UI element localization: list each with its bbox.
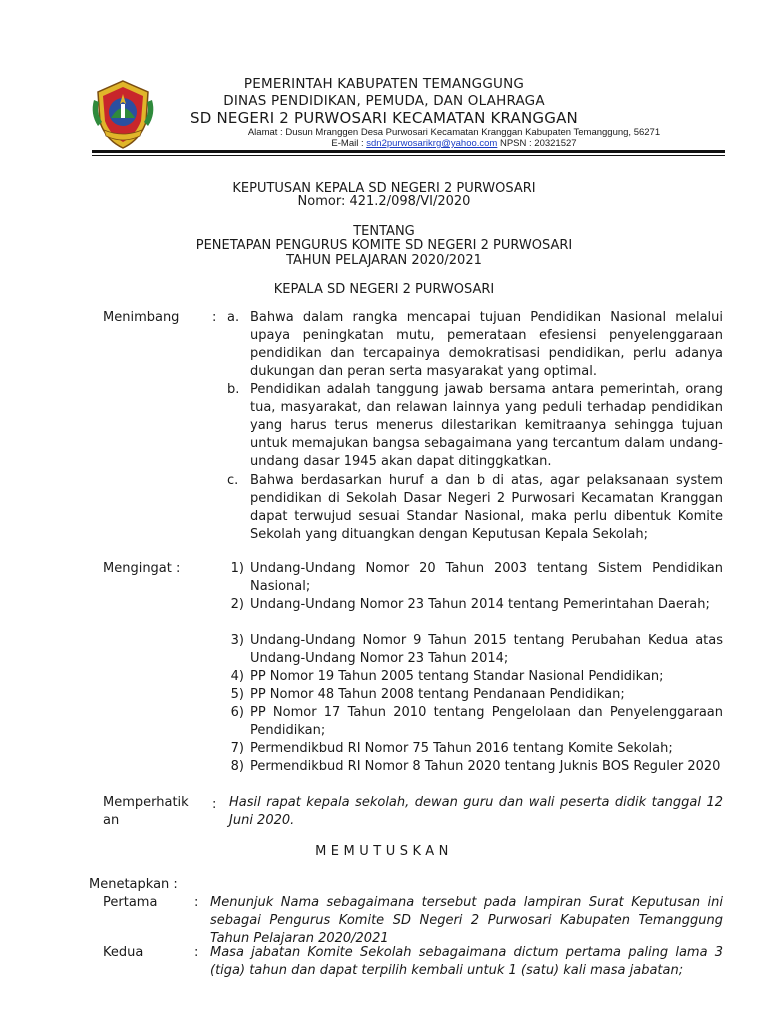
mengingat-item-1: Undang-Undang Nomor 20 Tahun 2003 tentang Sistem Pendidikan Nasional; — [250, 561, 723, 594]
decree-about: TENTANG — [353, 224, 415, 239]
letterhead-government: PEMERINTAH KABUPATEN TEMANGGUNG — [243, 76, 525, 92]
mengingat-marker-2: 2) — [230, 597, 244, 612]
mengingat-marker-6: 6) — [230, 705, 244, 720]
mengingat-item-2: Undang-Undang Nomor 23 Tahun 2014 tentang Pemerintahan Daerah; — [250, 597, 710, 612]
letterhead-agency: DINAS PENDIDIKAN, PEMUDA, DAN OLAHRAGA — [223, 93, 545, 109]
decree-number: Nomor: 421.2/098/VI/2020 — [297, 194, 471, 209]
menimbang-label: Menimbang — [103, 310, 180, 325]
menimbang-colon: : — [212, 310, 217, 325]
mengingat-marker-7: 7) — [230, 741, 244, 756]
kedua-label: Kedua — [103, 945, 144, 960]
mengingat-marker-8: 8) — [230, 759, 244, 774]
letterhead-rule-thin — [92, 155, 725, 156]
npsn: NPSN : 20321527 — [499, 138, 577, 149]
menimbang-item-c: Bahwa berdasarkan huruf a dan b di atas, agar pelaksanaan system pendidikan di Sekolah Dasar Negeri 2 Purwosari Kecamatan Kranggan dapat terwujud sesuai Standar Nasional, maka perlu dibentuk Komite Sekolah yang dituangkan dengan Keputusan Kepala Sekolah; — [250, 473, 723, 542]
letterhead-contact — [70, 138, 768, 149]
menimbang-item-a: Bahwa dalam rangka mencapai tujuan Pendidikan Nasional melalui upaya peningkatan mutu, pemerataan efesiensi penyelenggaraan pendidikan dan tercapainya demokratisasi pendidikan, perlu adanya dukungan dan peran serta masyarakat yang optimal. — [250, 310, 723, 379]
email-label: E-Mail : — [331, 138, 364, 149]
pertama-label: Pertama — [103, 895, 158, 910]
pertama-text: Menunjuk Nama sebagaimana tersebut pada lampiran Surat Keputusan ini sebagai Pengurus Komite SD Negeri 2 Purwosari Kabupaten Temanggung Tahun Pelajaran 2020/2021 — [210, 895, 723, 946]
menimbang-marker-c: c. — [227, 473, 239, 488]
mengingat-item-3: Undang-Undang Nomor 9 Tahun 2015 tentang Perubahan Kedua atas Undang-Undang Nomor 23 Tahun 2014; — [250, 633, 723, 666]
memperhatikan-label-1: Memperhatik — [103, 795, 189, 810]
mengingat-item-6: PP Nomor 17 Tahun 2010 tentang Pengelolaan dan Penyelenggaraan Pendidikan; — [250, 705, 723, 738]
pertama-colon: : — [194, 895, 199, 910]
mengingat-label: Mengingat : — [103, 561, 181, 576]
memutuskan-heading: MEMUTUSKAN — [315, 844, 453, 859]
mengingat-marker-4: 4) — [230, 669, 244, 684]
decree-subject-2: TAHUN PELAJARAN 2020/2021 — [286, 253, 482, 268]
memperhatikan-text: Hasil rapat kepala sekolah, dewan guru dan wali peserta didik tanggal 12 Juni 2020. — [229, 795, 723, 828]
mengingat-item-5: PP Nomor 48 Tahun 2008 tentang Pendanaan Pendidikan; — [250, 687, 625, 702]
decree-subject-1: PENETAPAN PENGURUS KOMITE SD NEGERI 2 PURWOSARI — [195, 238, 573, 253]
kedua-colon: : — [194, 945, 199, 960]
letterhead-rule-thick — [92, 150, 725, 153]
memperhatikan-label-2: an — [103, 813, 120, 828]
email-link[interactable]: sdn2purwosarikrg@yahoo.com — [366, 138, 498, 149]
decree-issuer: KEPALA SD NEGERI 2 PURWOSARI — [273, 282, 495, 297]
memperhatikan-colon: : — [212, 797, 217, 812]
letterhead-school: SD NEGERI 2 PURWOSARI KECAMATAN KRANGGAN — [190, 109, 578, 127]
mengingat-marker-1: 1) — [230, 561, 244, 576]
menetapkan-label: Menetapkan : — [89, 877, 178, 892]
mengingat-item-7: Permendikbud RI Nomor 75 Tahun 2016 tentang Komite Sekolah; — [250, 741, 673, 756]
menimbang-item-b: Pendidikan adalah tanggung jawab bersama antara pemerintah, orang tua, masyarakat, dan relawan lainnya yang peduli terhadap pendidikan yang harus terus menerus dilestarikan kemitraanya sehingga tujuan untuk memajukan bangsa sebagaimana yang tercantum dalam undang-undang dasar 1945 akan dapat ditinggkatkan. — [250, 382, 723, 469]
kedua-text: Masa jabatan Komite Sekolah sebagaimana dictum pertama paling lama 3 (tiga) tahun dan dapat terpilih kembali untuk 1 (satu) kali masa jabatan; — [210, 945, 723, 978]
letterhead-address: Alamat : Dusun Mranggen Desa Purwosari Kecamatan Kranggan Kabupaten Temanggung, 56271 — [247, 127, 661, 138]
menimbang-marker-b: b. — [227, 382, 240, 397]
decree-title: KEPUTUSAN KEPALA SD NEGERI 2 PURWOSARI — [232, 181, 536, 196]
mengingat-item-8: Permendikbud RI Nomor 8 Tahun 2020 tentang Juknis BOS Reguler 2020 — [250, 759, 721, 774]
menimbang-marker-a: a. — [227, 310, 240, 325]
mengingat-item-4: PP Nomor 19 Tahun 2005 tentang Standar Nasional Pendidikan; — [250, 669, 664, 684]
mengingat-marker-5: 5) — [230, 687, 244, 702]
mengingat-marker-3: 3) — [230, 633, 244, 648]
